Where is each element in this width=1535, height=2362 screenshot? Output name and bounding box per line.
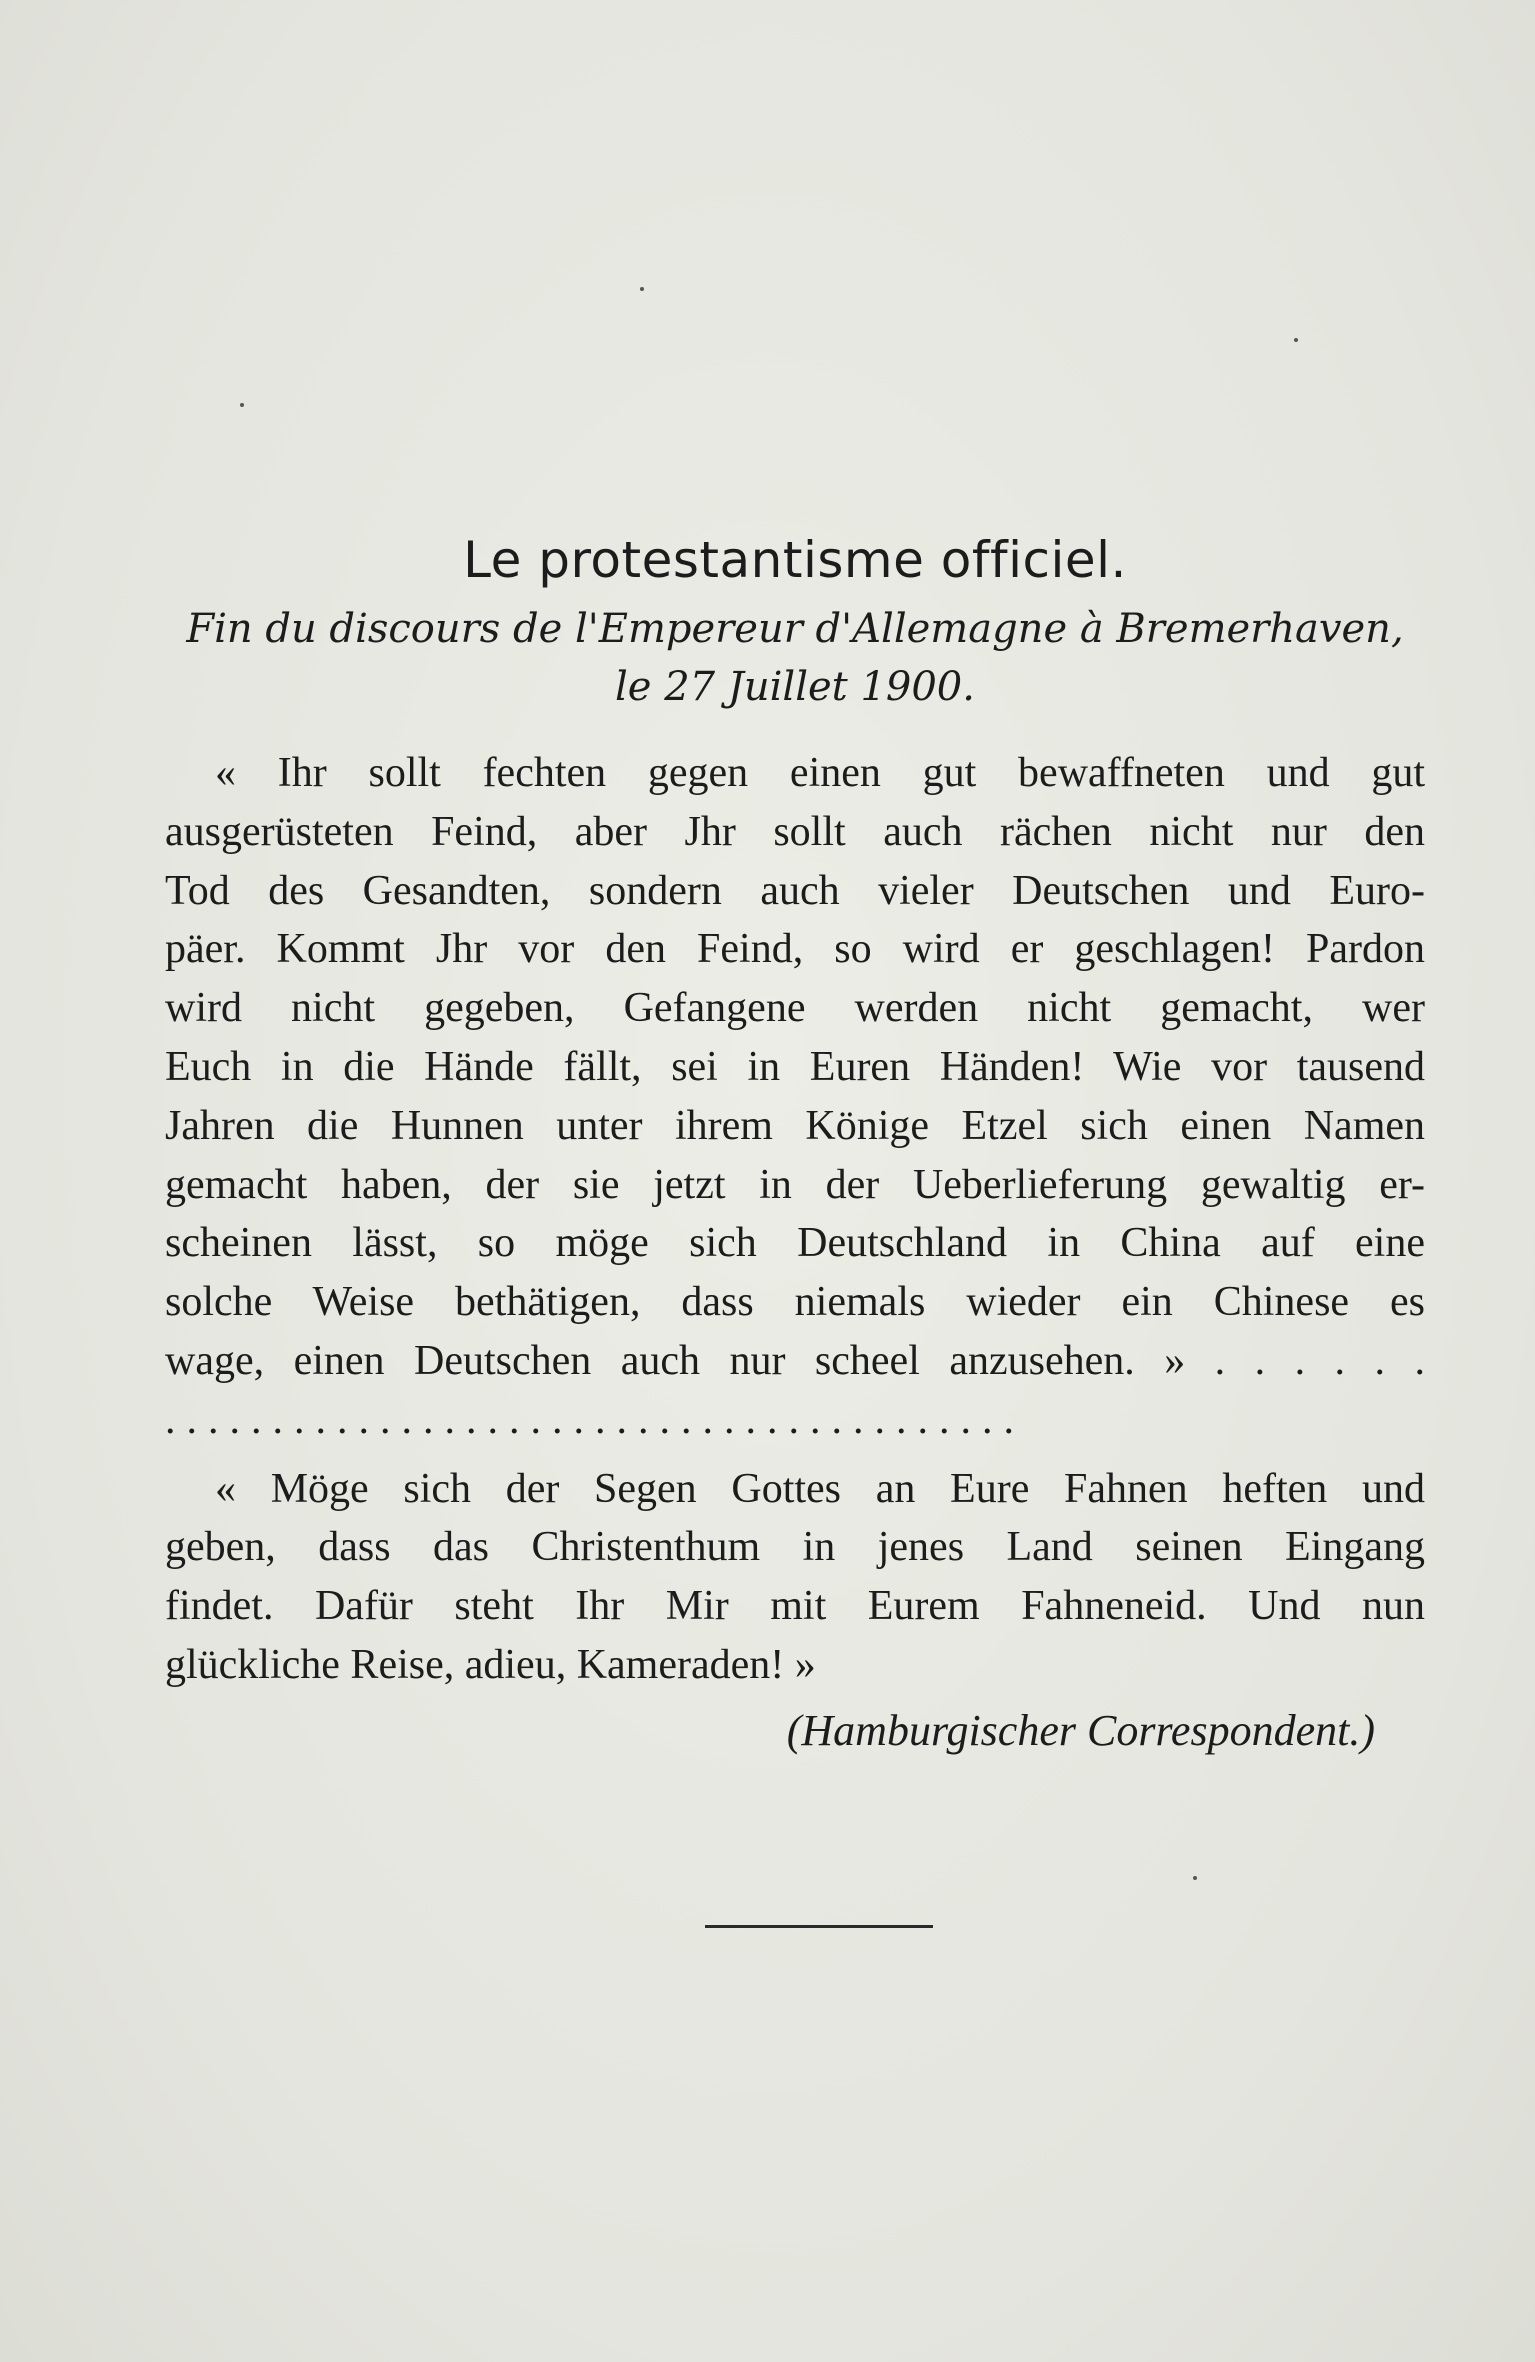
separator-rule — [705, 1925, 933, 1928]
text-line: glückliche Reise, adieu, Kameraden! » — [165, 1641, 816, 1688]
text-line: findet. Dafür steht Ihr Mir mit Eurem Fahneneid. Und nun — [165, 1583, 1425, 1630]
ellipsis-line: ........................................ — [165, 1396, 1025, 1443]
subtitle-line-2: le 27 Juillet 1900. — [615, 664, 975, 710]
text-line: « Möge sich der Segen Gottes an Eure Fahnen heften und — [215, 1465, 1425, 1512]
text-line: geben, dass das Christenthum in jenes Land seinen Eingang — [165, 1524, 1425, 1571]
subtitle-line-1: Fin du discours de l'Empereur d'Allemagne à Bremerhaven, — [186, 606, 1404, 652]
text-line: gemacht haben, der sie jetzt in der Ueberlieferung gewaltig er- — [165, 1161, 1425, 1208]
source-attribution: (Hamburgischer Correspondent.) — [786, 1705, 1375, 1755]
text-line: solche Weise bethätigen, dass niemals wieder ein Chinese es — [165, 1279, 1425, 1326]
text-line: wage, einen Deutschen auch nur scheel anzusehen. » . . . . . . — [165, 1337, 1425, 1384]
speck — [1294, 338, 1298, 342]
text-line: Tod des Gesandten, sondern auch vieler Deutschen und Euro- — [165, 867, 1425, 914]
speck — [1193, 1876, 1197, 1880]
text-line: ausgerüsteten Feind, aber Jhr sollt auch rächen nicht nur den — [165, 808, 1425, 855]
page-title: Le protestantisme officiel. — [463, 531, 1127, 589]
text-line: Jahren die Hunnen unter ihrem Könige Etzel sich einen Namen — [165, 1102, 1425, 1149]
main-text — [165, 530, 1425, 1761]
subtitle — [165, 600, 1425, 716]
speck — [640, 287, 644, 291]
text-line: wird nicht gegeben, Gefangene werden nicht gemacht, wer — [165, 985, 1425, 1032]
text-line: Euch in die Hände fällt, sei in Euren Händen! Wie vor tausend — [165, 1043, 1425, 1090]
quote-paragraph-2 — [165, 1460, 1425, 1695]
text-line: « Ihr sollt fechten gegen einen gut bewaffneten und gut — [215, 750, 1425, 796]
text-line: scheinen lässt, so möge sich Deutschland in China auf eine — [165, 1220, 1425, 1267]
text-line: päer. Kommt Jhr vor den Feind, so wird er geschlagen! Pardon — [165, 926, 1425, 973]
speck — [240, 403, 244, 407]
quote-paragraph-1 — [165, 744, 1425, 1391]
